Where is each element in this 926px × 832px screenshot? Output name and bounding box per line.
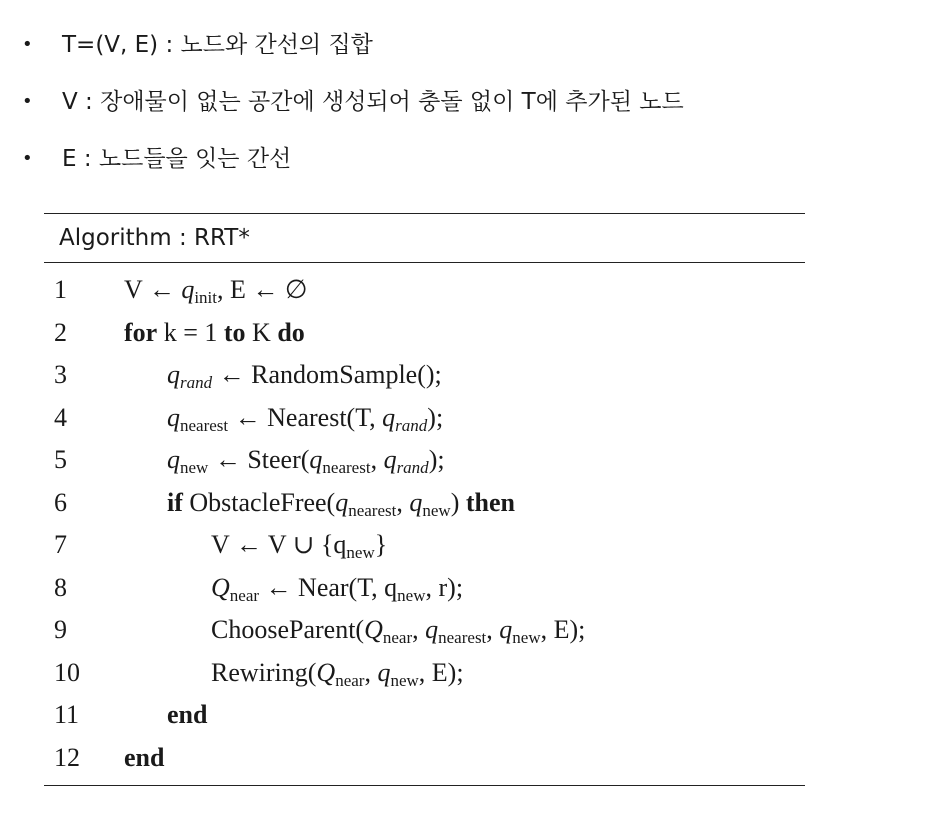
line-code: $Q_{near}$ ← Near(T, $q_{new}$, r); xyxy=(211,572,464,605)
line-number: 2 xyxy=(54,317,67,347)
line-code: $q_{new}$ ← $Steer(q_{nearest}$, $q_{rand}$); xyxy=(167,445,445,477)
line-code: if $ObstacleFree(q_{nearest}$, $q_{new}$) then xyxy=(167,487,515,520)
algorithm-line xyxy=(44,312,805,355)
line-code: end xyxy=(167,700,208,729)
line-number: 1 xyxy=(54,275,67,304)
line-number: 5 xyxy=(54,445,67,474)
line-number: 12 xyxy=(54,742,80,772)
algorithm-line xyxy=(44,269,805,312)
definition-text: V : 장애물이 없는 공간에 생성되어 충돌 없이 T에 추가된 노드 xyxy=(62,89,684,115)
line-code: $q_{nearest}$ ← Nearest(T, $q_{rand}$); xyxy=(167,402,444,435)
line-number: 8 xyxy=(54,572,67,602)
line-number: 11 xyxy=(54,700,80,729)
line-code: end xyxy=(124,742,165,772)
line-number: 10 xyxy=(54,657,80,687)
line-number: 7 xyxy=(54,530,67,559)
algorithm-line xyxy=(44,482,805,525)
line-number: 9 xyxy=(54,615,67,644)
algorithm-line xyxy=(44,439,805,482)
definition-text: T=(V, E) : 노드와 간선의 집합 xyxy=(62,32,373,58)
algorithm-line xyxy=(44,652,805,695)
algorithm-line xyxy=(44,524,805,567)
algorithm-lines xyxy=(44,263,805,785)
algorithm-line xyxy=(44,737,805,780)
algorithm-box xyxy=(44,213,805,786)
algorithm-line xyxy=(44,694,805,737)
algorithm-line xyxy=(44,397,805,440)
line-number: 3 xyxy=(54,360,67,389)
line-code: V ← $q_{init}$, E ← ∅ xyxy=(124,275,308,307)
bullet-icon: • xyxy=(22,148,33,169)
bullet-icon: • xyxy=(22,34,33,55)
bullet-icon: • xyxy=(22,91,33,112)
line-number: 4 xyxy=(54,402,67,432)
algorithm-title: Algorithm : RRT* xyxy=(59,225,250,251)
line-code: $ChooseParent(Q_{near}$, $q_{nearest}$, $q_{new}$, E); xyxy=(211,615,586,647)
definition-text: E : 노드들을 잇는 간선 xyxy=(62,146,292,172)
line-code: for k = 1 to K do xyxy=(124,317,305,347)
line-number: 6 xyxy=(54,487,67,517)
algorithm-line xyxy=(44,609,805,652)
bottom-rule xyxy=(44,785,805,786)
algorithm-line xyxy=(44,354,805,397)
line-code: V ← V ∪ $\{q_{new}\}$ xyxy=(211,530,388,562)
line-code: $q_{rand}$ ← RandomSample(); xyxy=(167,360,442,392)
algorithm-line xyxy=(44,567,805,610)
line-code: $Rewiring(Q_{near}$, $q_{new}$, E); xyxy=(211,657,464,690)
